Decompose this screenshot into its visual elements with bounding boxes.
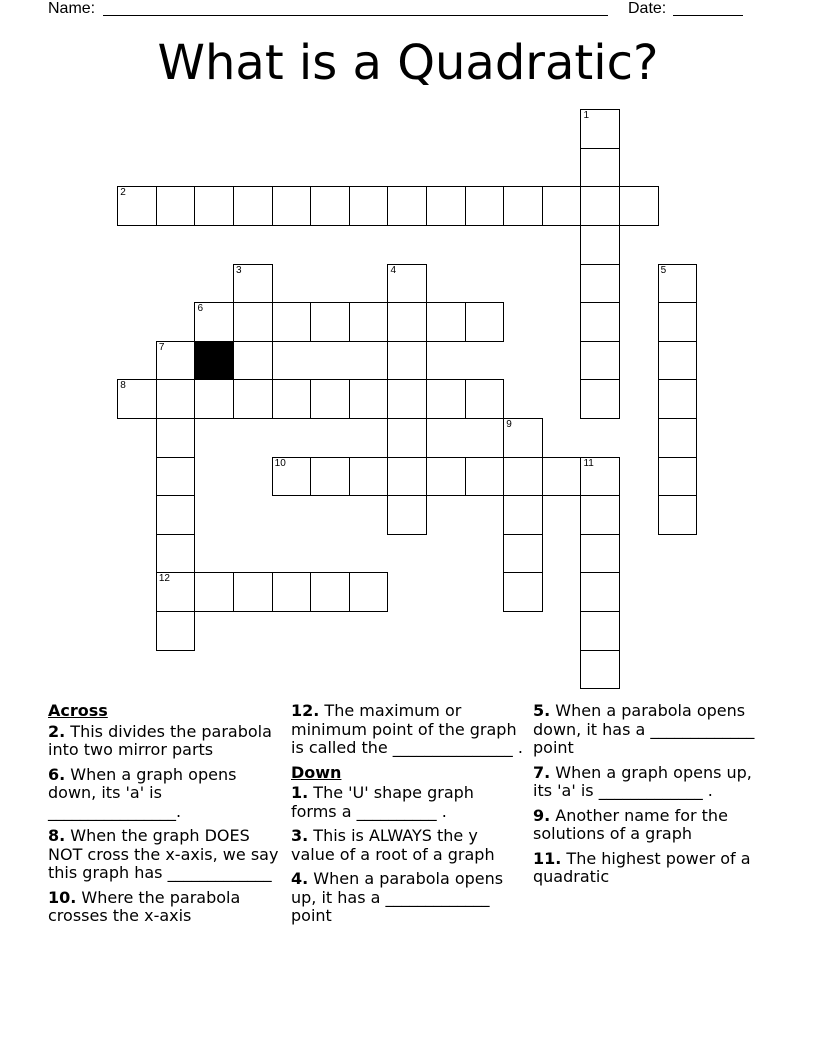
- crossword-cell[interactable]: [233, 572, 273, 612]
- crossword-cell[interactable]: [658, 418, 698, 458]
- crossword-cell[interactable]: [465, 186, 505, 226]
- page-title: What is a Quadratic?: [157, 35, 659, 91]
- crossword-cell[interactable]: [310, 457, 350, 497]
- clue-text: The highest power of a quadratic: [533, 848, 751, 886]
- crossword-cell[interactable]: [580, 264, 620, 304]
- crossword-cell[interactable]: [580, 225, 620, 265]
- crossword-cell[interactable]: [233, 264, 273, 304]
- crossword-cell[interactable]: [503, 495, 543, 535]
- crossword-cell[interactable]: [580, 495, 620, 535]
- crossword-cell[interactable]: [503, 186, 543, 226]
- crossword-cell[interactable]: [117, 186, 157, 226]
- crossword-cell[interactable]: [233, 341, 273, 381]
- clue-across-2: [48, 723, 280, 760]
- crossword-cell[interactable]: [233, 379, 273, 419]
- crossword-cell[interactable]: [156, 495, 196, 535]
- clue-number: 2.: [48, 721, 66, 741]
- crossword-cell[interactable]: [272, 572, 312, 612]
- crossword-cell[interactable]: [156, 534, 196, 574]
- crossword-cell[interactable]: [387, 186, 427, 226]
- crossword-cell[interactable]: [310, 572, 350, 612]
- clue-across-10: [48, 889, 280, 926]
- crossword-cell[interactable]: [426, 379, 466, 419]
- clue-across-6: [48, 766, 280, 822]
- crossword-cell[interactable]: [426, 457, 466, 497]
- clue-text: This divides the parabola into two mirror parts: [48, 721, 272, 759]
- across-clues-column: [48, 702, 280, 932]
- crossword-cell[interactable]: [580, 572, 620, 612]
- clue-text: When a graph opens down, its 'a' is ________________.: [48, 764, 237, 821]
- crossword-cell[interactable]: [310, 186, 350, 226]
- crossword-cell[interactable]: [387, 418, 427, 458]
- crossword-cell[interactable]: [349, 186, 389, 226]
- crossword-cell[interactable]: [387, 341, 427, 381]
- crossword-cell[interactable]: [272, 302, 312, 342]
- clue-number: 3.: [291, 826, 309, 845]
- crossword-cell[interactable]: [387, 495, 427, 535]
- cell-number: 2: [120, 187, 126, 199]
- right-clues-column: [533, 702, 765, 893]
- crossword-cell[interactable]: [465, 379, 505, 419]
- crossword-cell[interactable]: [156, 341, 196, 381]
- cell-number: 5: [660, 264, 667, 276]
- clue-text: When the graph DOES NOT cross the x-axis, we say this graph has _____________: [48, 826, 279, 882]
- clue-down-1: [291, 784, 523, 821]
- crossword-cell[interactable]: [387, 302, 427, 342]
- crossword-cell[interactable]: [580, 457, 620, 497]
- clue-number: 10.: [48, 887, 77, 907]
- crossword-cell[interactable]: [156, 611, 196, 651]
- crossword-cell[interactable]: [658, 379, 698, 419]
- crossword-cell[interactable]: [580, 611, 620, 651]
- crossword-cell[interactable]: [580, 302, 620, 342]
- clue-number: 9.: [533, 805, 551, 825]
- clue-number: 7.: [533, 762, 551, 782]
- crossword-cell[interactable]: [349, 379, 389, 419]
- crossword-cell[interactable]: [156, 418, 196, 458]
- crossword-cell[interactable]: [658, 495, 698, 535]
- crossword-cell[interactable]: [658, 264, 698, 304]
- cell-number: 9: [506, 419, 512, 431]
- clue-down-3: [291, 827, 523, 864]
- crossword-cell[interactable]: [580, 379, 620, 419]
- crossword-cell[interactable]: [503, 572, 543, 612]
- clue-text: This is ALWAYS the y value of a root of a graph: [291, 826, 495, 864]
- crossword-cell[interactable]: [503, 534, 543, 574]
- crossword-cell[interactable]: [117, 379, 157, 419]
- clue-down-4: [291, 870, 523, 926]
- crossword-cell[interactable]: [426, 302, 466, 342]
- clue-text: The 'U' shape graph forms a __________ .: [291, 783, 474, 821]
- cell-number: 8: [120, 380, 126, 392]
- clue-number: 4.: [291, 869, 309, 888]
- crossword-cell[interactable]: [580, 109, 620, 149]
- crossword-cell[interactable]: [387, 264, 427, 304]
- clue-text: The maximum or minimum point of the graph is called the _______________ .: [291, 701, 523, 757]
- crossword-cell[interactable]: [387, 379, 427, 419]
- cell-number: 6: [197, 303, 203, 315]
- crossword-cell[interactable]: [580, 186, 620, 226]
- clue-across-8: [48, 827, 280, 883]
- crossword-cell[interactable]: [272, 457, 312, 497]
- crossword-cell[interactable]: [580, 341, 620, 381]
- crossword-cell[interactable]: [310, 302, 350, 342]
- middle-clues-column: [291, 702, 523, 932]
- crossword-cell[interactable]: [233, 186, 273, 226]
- crossword-cell[interactable]: [194, 379, 234, 419]
- crossword-cell[interactable]: [349, 572, 389, 612]
- clue-down-11: [533, 850, 765, 887]
- crossword-cell[interactable]: [349, 302, 389, 342]
- crossword-cell[interactable]: [272, 379, 312, 419]
- crossword-cell[interactable]: [580, 148, 620, 188]
- clue-number: 6.: [48, 764, 66, 784]
- crossword-cell[interactable]: [658, 341, 698, 381]
- date-label: Date:: [628, 0, 667, 17]
- crossword-cell[interactable]: [619, 186, 659, 226]
- clue-text: When a parabola opens up, it has a _____________ point: [291, 869, 504, 925]
- clue-text: Another name for the solutions of a graph: [533, 805, 728, 843]
- crossword-cell[interactable]: [194, 572, 234, 612]
- down-heading: Down: [291, 762, 342, 782]
- clue-text: When a parabola opens down, it has a _____________ point: [533, 701, 755, 757]
- crossword-cell[interactable]: [156, 457, 196, 497]
- clue-down-7: [533, 764, 765, 801]
- clue-down-5: [533, 702, 765, 758]
- crossword-cell[interactable]: [580, 534, 620, 574]
- crossword-cell[interactable]: [156, 379, 196, 419]
- clue-number: 5.: [533, 701, 551, 720]
- crossword-cell[interactable]: [542, 457, 582, 497]
- name-label: Name:: [48, 0, 96, 17]
- crossword-cell[interactable]: [465, 457, 505, 497]
- clue-down-9: [533, 807, 765, 844]
- clue-text: When a graph opens up, its 'a' is _____________ .: [533, 762, 752, 800]
- crossword-cell[interactable]: [503, 457, 543, 497]
- cell-number: 3: [236, 264, 242, 276]
- cell-number: 7: [158, 341, 165, 353]
- crossword-cell[interactable]: [658, 302, 698, 342]
- clue-number: 8.: [48, 826, 66, 845]
- crossword-cell[interactable]: [272, 186, 312, 226]
- crossword-cell[interactable]: [658, 457, 698, 497]
- crossword-cell[interactable]: [465, 302, 505, 342]
- cell-number: 10: [274, 457, 286, 469]
- crossword-cell[interactable]: [387, 457, 427, 497]
- clue-number: 11.: [533, 848, 562, 868]
- crossword-cell[interactable]: [580, 650, 620, 690]
- crossword-cell[interactable]: [503, 418, 543, 458]
- cell-number: 12: [158, 573, 170, 585]
- crossword-block: [194, 341, 234, 381]
- across-heading: Across: [48, 701, 108, 720]
- crossword-cell[interactable]: [426, 186, 466, 226]
- clue-number: 12.: [291, 701, 320, 720]
- cell-number: 4: [390, 264, 396, 276]
- crossword-cell[interactable]: [233, 302, 273, 342]
- cell-number: 1: [583, 110, 589, 122]
- crossword-cell[interactable]: [194, 302, 234, 342]
- crossword-cell[interactable]: [310, 379, 350, 419]
- crossword-cell[interactable]: [542, 186, 582, 226]
- crossword-cell[interactable]: [194, 186, 234, 226]
- crossword-cell[interactable]: [349, 457, 389, 497]
- crossword-cell[interactable]: [156, 572, 196, 612]
- clue-text: Where the parabola crosses the x-axis: [48, 887, 241, 925]
- crossword-cell[interactable]: [156, 186, 196, 226]
- clue-across-12: [291, 702, 523, 758]
- clue-number: 1.: [291, 783, 309, 802]
- cell-number: 11: [583, 457, 594, 469]
